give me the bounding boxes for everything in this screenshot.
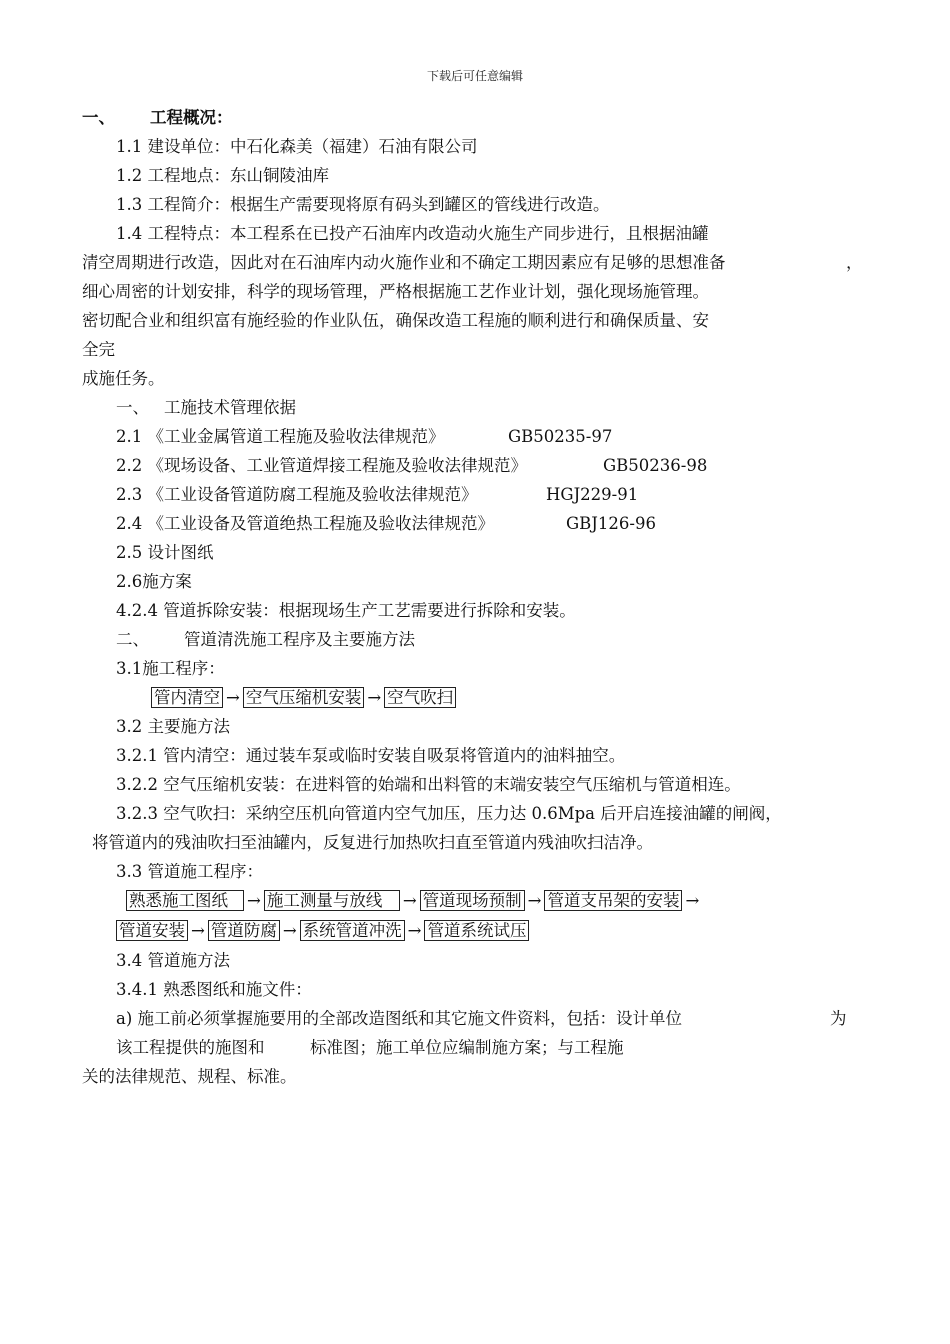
flow-step-system-flush: 系统管道冲洗 — [300, 920, 405, 941]
item-1-4-line-6: 成施任务。 — [82, 369, 165, 388]
standard-2-name: 2.2 《现场设备、工业管道焊接工程施及验收法律规范》 — [116, 456, 527, 475]
item-3-1: 3.1施工程序： — [116, 659, 225, 678]
item-1-1: 1.1 建设单位：中石化森美（福建）石油有限公司 — [116, 137, 478, 156]
flow-chart-1 — [151, 687, 456, 709]
flow-chart-2 — [126, 890, 702, 912]
standard-4-name: 2.4 《工业设备及管道绝热工程施及验收法律规范》 — [116, 514, 494, 533]
section-2-number: 一、 — [116, 398, 149, 417]
arrow-icon: → — [247, 891, 261, 910]
arrow-icon: → — [226, 688, 240, 707]
item-1-4-line-1: 1.4 工程特点：本工程系在已投产石油库内改造动火施生产同步进行，且根据油罐 — [116, 224, 709, 243]
flow-step-support-install: 管道支吊架的安装 — [544, 890, 682, 911]
flow-step-anticorrosion: 管道防腐 — [208, 920, 280, 941]
arrow-icon: → — [527, 891, 542, 910]
section-3-title: 管道清洗施工程序及主要施方法 — [184, 630, 415, 649]
flow-step-empty-pipe: 管内清空 — [151, 687, 223, 708]
item-3-2-3-line-2: 将管道内的残油吹扫至油罐内，反复进行加热吹扫直至管道内残油吹扫洁净。 — [92, 833, 653, 852]
item-1-4-line-4: 密切配合业和组织富有施经验的作业队伍，确保改造工程施的顺利进行和确保质量、安 — [82, 311, 709, 330]
section-2-title: 工施技术管理依据 — [164, 398, 296, 417]
item-1-4-line-2-comma: ， — [846, 253, 863, 272]
arrow-icon: → — [407, 921, 422, 940]
standard-3-code: HGJ229-91 — [546, 485, 639, 504]
item-a-line-2-part-2: 标准图；施工单位应编制施方案；与工程施 — [310, 1038, 624, 1057]
item-1-4-line-5: 全完 — [82, 340, 115, 359]
item-3-2-1: 3.2.1 管内清空：通过装车泵或临时安装自吸泵将管道内的油料抽空。 — [116, 746, 626, 765]
item-a-line-2-part-1: 该工程提供的施图和 — [116, 1038, 265, 1057]
item-3-2-3-line-1: 3.2.3 空气吹扫：采纳空压机向管道内空气加压，压力达 0.6Mpa 后开启连接油罐的闸阀， — [116, 804, 782, 823]
section-1-number: 一、 — [82, 108, 115, 127]
item-3-2-2: 3.2.2 空气压缩机安装：在进料管的始端和出料管的末端安装空气压缩机与管道相连。 — [116, 775, 741, 794]
flow-step-air-purge: 空气吹扫 — [384, 687, 456, 708]
item-3-4-1: 3.4.1 熟悉图纸和施文件： — [116, 980, 312, 999]
arrow-icon: → — [282, 921, 297, 940]
arrow-icon: → — [685, 891, 700, 910]
item-a-line-1: a) 施工前必须掌握施要用的全部改造图纸和其它施文件资料，包括：设计单位 — [116, 1009, 683, 1028]
item-1-2: 1.2 工程地点：东山铜陵油库 — [116, 166, 329, 185]
item-3-3: 3.3 管道施工程序： — [116, 862, 263, 881]
item-2-6: 2.6施方案 — [116, 572, 192, 591]
flow-step-familiar-drawings: 熟悉施工图纸 — [126, 890, 244, 911]
item-1-4-line-2: 清空周期进行改造，因此对在石油库内动火施作业和不确定工期因素应有足够的思想准备 — [82, 253, 726, 272]
arrow-icon: → — [402, 891, 417, 910]
page-header: 下载后可任意编辑 — [426, 69, 523, 83]
item-a-line-3: 关的法律规范、规程、标准。 — [82, 1067, 297, 1086]
item-4-2-4: 4.2.4 管道拆除安装：根据现场生产工艺需要进行拆除和安装。 — [116, 601, 576, 620]
item-2-5: 2.5 设计图纸 — [116, 543, 214, 562]
flow-step-install-compressor: 空气压缩机安装 — [243, 687, 365, 708]
standard-2-code: GB50236-98 — [603, 456, 708, 475]
arrow-icon: → — [367, 688, 382, 707]
flow-chart-3 — [116, 920, 529, 942]
item-3-4: 3.4 管道施方法 — [116, 951, 230, 970]
flow-step-pressure-test: 管道系统试压 — [424, 920, 529, 941]
item-1-3: 1.3 工程简介：根据生产需要现将原有码头到罐区的管线进行改造。 — [116, 195, 610, 214]
item-3-2: 3.2 主要施方法 — [116, 717, 230, 736]
standard-1-name: 2.1 《工业金属管道工程施及验收法律规范》 — [116, 427, 445, 446]
flow-step-prefabrication: 管道现场预制 — [420, 890, 525, 911]
standard-4-code: GBJ126-96 — [566, 514, 656, 533]
arrow-icon: → — [191, 921, 205, 940]
section-3-number: 二、 — [116, 630, 149, 649]
section-1-title: 工程概况： — [150, 108, 233, 127]
standard-1-code: GB50235-97 — [508, 427, 613, 446]
item-a-line-1-end: 为 — [830, 1009, 847, 1028]
flow-step-survey-layout: 施工测量与放线 — [264, 890, 400, 911]
standard-3-name: 2.3 《工业设备管道防腐工程施及验收法律规范》 — [116, 485, 478, 504]
flow-step-pipe-install: 管道安装 — [116, 920, 188, 941]
item-1-4-line-3: 细心周密的计划安排，科学的现场管理，严格根据施工艺作业计划，强化现场施管理。 — [82, 282, 709, 301]
